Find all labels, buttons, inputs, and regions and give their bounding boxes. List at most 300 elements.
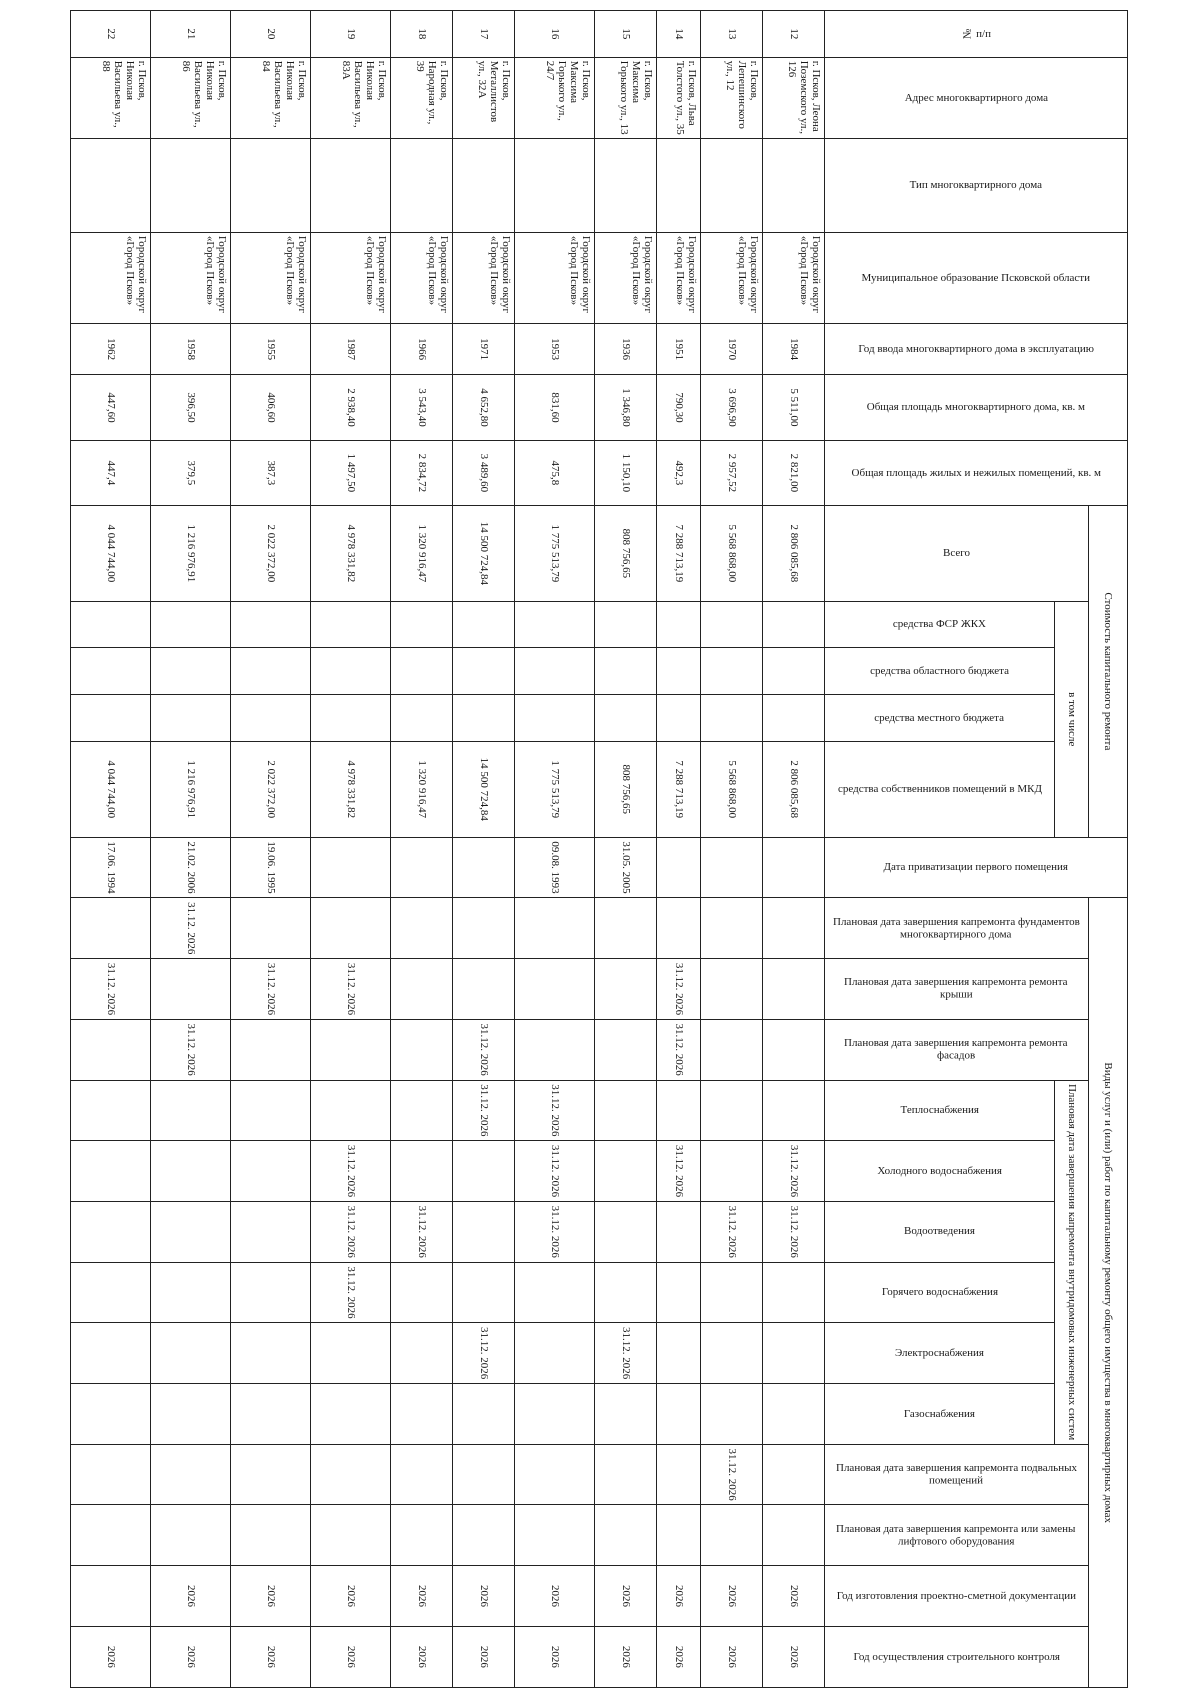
cell-year-built: 1987: [311, 323, 391, 374]
cell-facade: [231, 1019, 311, 1080]
header-owners-funds: средства собственников помещений в МКД: [825, 741, 1055, 837]
header-design-year: Год изготовления проектно-сметной документации: [825, 1566, 1089, 1627]
cell-privatization: [453, 837, 515, 898]
cell-basement: [595, 1444, 657, 1505]
cell-address: г. Псков, Николая Васильева ул., 86: [151, 57, 231, 139]
cell-regional-budget: [71, 648, 151, 695]
cell-gas: [595, 1384, 657, 1445]
header-lift: Плановая дата завершения капремонта или замены лифтового оборудования: [825, 1505, 1089, 1566]
cell-year-built: 1962: [71, 323, 151, 374]
cell-owners-funds: 808 756,65: [595, 741, 657, 837]
cell-design-year: 2026: [763, 1566, 825, 1627]
cell-roof: [701, 959, 763, 1020]
cell-total-area: 790,30: [657, 375, 701, 440]
header-basement: Плановая дата завершения капремонта подвальных помещений: [825, 1444, 1089, 1505]
cell-foundation: [453, 898, 515, 959]
table-row: [71, 11, 151, 1688]
header-num: № п/п: [825, 11, 1128, 58]
cell-privatization: 31.05. 2005: [595, 837, 657, 898]
cell-local-budget: [453, 695, 515, 742]
table-row: [151, 11, 231, 1688]
cell-num: 12: [763, 11, 825, 58]
cell-heat-supply: [71, 1080, 151, 1141]
cell-cold-water: [71, 1141, 151, 1202]
cell-basement: [763, 1444, 825, 1505]
header-roof: Плановая дата завершения капремонта ремонта крыши: [825, 959, 1089, 1020]
header-year-built: Год ввода многоквартирного дома в эксплуатацию: [825, 323, 1128, 374]
header-gas: Газоснабжения: [825, 1384, 1055, 1445]
header-foundation: Плановая дата завершения капремонта фундаментов многоквартирного дома: [825, 898, 1089, 959]
cell-design-year: 2026: [515, 1566, 595, 1627]
cell-local-budget: [657, 695, 701, 742]
cell-drainage: 31.12. 2026: [311, 1201, 391, 1262]
cell-heat-supply: [657, 1080, 701, 1141]
cell-electricity: 31.12. 2026: [453, 1323, 515, 1384]
cell-gas: [515, 1384, 595, 1445]
cell-house-type: [595, 139, 657, 232]
cell-premises-area: 3 489,60: [453, 440, 515, 505]
cell-year-built: 1984: [763, 323, 825, 374]
cell-num: 17: [453, 11, 515, 58]
cell-heat-supply: [701, 1080, 763, 1141]
cell-electricity: [657, 1323, 701, 1384]
cell-foundation: [231, 898, 311, 959]
cell-lift: [391, 1505, 453, 1566]
cell-owners-funds: 1 320 916,47: [391, 741, 453, 837]
cell-basement: [657, 1444, 701, 1505]
scanned-page: [70, 10, 1128, 1688]
cell-hot-water: [151, 1262, 231, 1323]
cell-premises-area: 475,8: [515, 440, 595, 505]
cell-cold-water: [701, 1141, 763, 1202]
cell-facade: [763, 1019, 825, 1080]
cell-fund: [657, 601, 701, 648]
cell-heat-supply: [231, 1080, 311, 1141]
cell-electricity: [231, 1323, 311, 1384]
cell-address: г. Псков, Льва Толстого ул., 35: [657, 57, 701, 139]
cell-fund: [391, 601, 453, 648]
cell-local-budget: [595, 695, 657, 742]
cell-cold-water: 31.12. 2026: [763, 1141, 825, 1202]
cell-gas: [763, 1384, 825, 1445]
cell-roof: 31.12. 2026: [657, 959, 701, 1020]
cell-total-area: 5 511,00: [763, 375, 825, 440]
cell-house-type: [515, 139, 595, 232]
cell-regional-budget: [701, 648, 763, 695]
cell-hot-water: [701, 1262, 763, 1323]
cell-house-type: [151, 139, 231, 232]
cell-hot-water: [657, 1262, 701, 1323]
cell-electricity: [701, 1323, 763, 1384]
cell-foundation: [657, 898, 701, 959]
cell-fund: [71, 601, 151, 648]
cell-cost-total: 5 568 868,00: [701, 506, 763, 602]
cell-municipality: Городской округ «Город Псков»: [595, 232, 657, 323]
cell-address: г. Псков, Николая Васильева ул., 88: [71, 57, 151, 139]
cell-roof: [763, 959, 825, 1020]
cell-regional-budget: [311, 648, 391, 695]
cell-address: г. Псков, Максима Горького ул., 13: [595, 57, 657, 139]
cell-roof: [453, 959, 515, 1020]
cell-cost-total: 808 756,65: [595, 506, 657, 602]
cell-local-budget: [71, 695, 151, 742]
cell-heat-supply: [595, 1080, 657, 1141]
header-fund: средства ФСР ЖКХ: [825, 601, 1055, 648]
cell-control-year: 2026: [391, 1626, 453, 1687]
cell-basement: 31.12. 2026: [701, 1444, 763, 1505]
cell-lift: [71, 1505, 151, 1566]
cell-municipality: Городской округ «Город Псков»: [763, 232, 825, 323]
header-facade: Плановая дата завершения капремонта ремонта фасадов: [825, 1019, 1089, 1080]
cell-foundation: [763, 898, 825, 959]
cell-hot-water: [231, 1262, 311, 1323]
cell-design-year: 2026: [453, 1566, 515, 1627]
cell-foundation: 31.12. 2026: [151, 898, 231, 959]
table-row: [391, 11, 453, 1688]
cell-local-budget: [391, 695, 453, 742]
header-local-budget: средства местного бюджета: [825, 695, 1055, 742]
cell-regional-budget: [595, 648, 657, 695]
cell-municipality: Городской округ «Город Псков»: [657, 232, 701, 323]
cell-drainage: [453, 1201, 515, 1262]
cell-regional-budget: [763, 648, 825, 695]
cell-lift: [231, 1505, 311, 1566]
cell-facade: [701, 1019, 763, 1080]
cell-premises-area: 2 957,52: [701, 440, 763, 505]
cell-electricity: [391, 1323, 453, 1384]
cell-lift: [595, 1505, 657, 1566]
cell-municipality: Городской округ «Город Псков»: [701, 232, 763, 323]
cell-municipality: Городской округ «Город Псков»: [453, 232, 515, 323]
cell-owners-funds: 4 044 744,00: [71, 741, 151, 837]
cell-owners-funds: 1 775 513,79: [515, 741, 595, 837]
cell-electricity: 31.12. 2026: [595, 1323, 657, 1384]
header-heat-supply: Теплоснабжения: [825, 1080, 1055, 1141]
cell-year-built: 1966: [391, 323, 453, 374]
cell-address: г. Псков, Леона Поземского ул., 126: [763, 57, 825, 139]
cell-control-year: 2026: [453, 1626, 515, 1687]
cell-heat-supply: 31.12. 2026: [515, 1080, 595, 1141]
cell-lift: [701, 1505, 763, 1566]
cell-year-built: 1970: [701, 323, 763, 374]
cell-heat-supply: 31.12. 2026: [453, 1080, 515, 1141]
cell-house-type: [657, 139, 701, 232]
cell-total-area: 831,60: [515, 375, 595, 440]
cell-electricity: [311, 1323, 391, 1384]
cell-address: г. Псков, Металлистов ул., 32А: [453, 57, 515, 139]
cell-lift: [151, 1505, 231, 1566]
cell-privatization: [701, 837, 763, 898]
cell-regional-budget: [231, 648, 311, 695]
cell-lift: [515, 1505, 595, 1566]
cell-drainage: [151, 1201, 231, 1262]
cell-privatization: 21.02. 2006: [151, 837, 231, 898]
header-engineering-group: Плановая дата завершения капремонта внутридомовых инженерных систем: [1055, 1080, 1089, 1444]
cell-premises-area: 2 821,00: [763, 440, 825, 505]
cell-facade: [515, 1019, 595, 1080]
cell-cold-water: [391, 1141, 453, 1202]
cell-foundation: [701, 898, 763, 959]
cell-electricity: [515, 1323, 595, 1384]
cell-house-type: [391, 139, 453, 232]
cell-lift: [763, 1505, 825, 1566]
cell-premises-area: 1 497,50: [311, 440, 391, 505]
cell-fund: [701, 601, 763, 648]
cell-owners-funds: 1 216 976,91: [151, 741, 231, 837]
cell-facade: 31.12. 2026: [453, 1019, 515, 1080]
cell-hot-water: [763, 1262, 825, 1323]
cell-total-area: 396,50: [151, 375, 231, 440]
header-including: в том числе: [1055, 601, 1089, 837]
cell-control-year: 2026: [151, 1626, 231, 1687]
cell-fund: [151, 601, 231, 648]
cell-facade: [391, 1019, 453, 1080]
cell-control-year: 2026: [701, 1626, 763, 1687]
cell-year-built: 1953: [515, 323, 595, 374]
cell-year-built: 1958: [151, 323, 231, 374]
cell-owners-funds: 2 022 372,00: [231, 741, 311, 837]
rotated-table-wrapper: [70, 10, 1128, 1688]
cell-owners-funds: 5 568 868,00: [701, 741, 763, 837]
cell-foundation: [391, 898, 453, 959]
header-privatization: Дата приватизации первого помещения: [825, 837, 1128, 898]
header-house-type: Тип многоквартирного дома: [825, 139, 1128, 232]
cell-gas: [657, 1384, 701, 1445]
cell-cold-water: [453, 1141, 515, 1202]
cell-local-budget: [311, 695, 391, 742]
cell-facade: 31.12. 2026: [151, 1019, 231, 1080]
cell-local-budget: [231, 695, 311, 742]
cell-heat-supply: [151, 1080, 231, 1141]
cell-num: 21: [151, 11, 231, 58]
cell-year-built: 1936: [595, 323, 657, 374]
cell-roof: 31.12. 2026: [231, 959, 311, 1020]
cell-foundation: [515, 898, 595, 959]
header-cost-total: Всего: [825, 506, 1089, 602]
table-row: [657, 11, 701, 1688]
cell-design-year: 2026: [151, 1566, 231, 1627]
cell-basement: [231, 1444, 311, 1505]
header-hot-water: Горячего водоснабжения: [825, 1262, 1055, 1323]
header-works-group: Виды услуг и (или) работ по капитальному ремонту общего имущества в многоквартирных домах: [1089, 898, 1128, 1688]
cell-total-area: 2 938,40: [311, 375, 391, 440]
cell-house-type: [701, 139, 763, 232]
cell-roof: [595, 959, 657, 1020]
cell-gas: [701, 1384, 763, 1445]
cell-cost-total: 4 978 331,82: [311, 506, 391, 602]
cell-basement: [515, 1444, 595, 1505]
cell-control-year: 2026: [595, 1626, 657, 1687]
cell-num: 20: [231, 11, 311, 58]
cell-cold-water: [595, 1141, 657, 1202]
cell-gas: [151, 1384, 231, 1445]
cell-municipality: Городской округ «Город Псков»: [231, 232, 311, 323]
cell-total-area: 1 346,80: [595, 375, 657, 440]
cell-facade: 31.12. 2026: [657, 1019, 701, 1080]
cell-design-year: 2026: [595, 1566, 657, 1627]
cell-lift: [453, 1505, 515, 1566]
cell-roof: [391, 959, 453, 1020]
cell-house-type: [71, 139, 151, 232]
cell-local-budget: [701, 695, 763, 742]
cell-cost-total: 4 044 744,00: [71, 506, 151, 602]
cell-owners-funds: 4 978 331,82: [311, 741, 391, 837]
cell-gas: [391, 1384, 453, 1445]
cell-design-year: 2026: [701, 1566, 763, 1627]
cell-total-area: 3 543,40: [391, 375, 453, 440]
table-row: [453, 11, 515, 1688]
cell-num: 19: [311, 11, 391, 58]
cell-total-area: 406,60: [231, 375, 311, 440]
cell-design-year: 2026: [311, 1566, 391, 1627]
cell-fund: [311, 601, 391, 648]
cell-num: 22: [71, 11, 151, 58]
cell-municipality: Городской округ «Город Псков»: [71, 232, 151, 323]
cell-address: г. Псков, Николая Васильева ул., 84: [231, 57, 311, 139]
header-drainage: Водоотведения: [825, 1201, 1055, 1262]
cell-fund: [595, 601, 657, 648]
cell-control-year: 2026: [311, 1626, 391, 1687]
cell-control-year: 2026: [763, 1626, 825, 1687]
cell-basement: [453, 1444, 515, 1505]
cell-num: 16: [515, 11, 595, 58]
cell-drainage: [657, 1201, 701, 1262]
cell-gas: [453, 1384, 515, 1445]
cell-basement: [391, 1444, 453, 1505]
header-electricity: Электроснабжения: [825, 1323, 1055, 1384]
cell-cold-water: 31.12. 2026: [515, 1141, 595, 1202]
cell-premises-area: 387,3: [231, 440, 311, 505]
cell-roof: 31.12. 2026: [71, 959, 151, 1020]
cell-drainage: [71, 1201, 151, 1262]
table-row: [701, 11, 763, 1688]
cell-hot-water: [391, 1262, 453, 1323]
cell-hot-water: [515, 1262, 595, 1323]
cell-drainage: [595, 1201, 657, 1262]
header-premises-area: Общая площадь жилых и нежилых помещений, кв. м: [825, 440, 1128, 505]
cell-privatization: [763, 837, 825, 898]
header-regional-budget: средства областного бюджета: [825, 648, 1055, 695]
cell-num: 13: [701, 11, 763, 58]
cell-address: г. Псков, Николая Васильева ул., 83А: [311, 57, 391, 139]
cell-roof: [515, 959, 595, 1020]
cell-regional-budget: [151, 648, 231, 695]
cell-year-built: 1951: [657, 323, 701, 374]
cell-hot-water: [595, 1262, 657, 1323]
table-row: [763, 11, 825, 1688]
cell-cost-total: 2 022 372,00: [231, 506, 311, 602]
cell-total-area: 447,60: [71, 375, 151, 440]
cell-cold-water: 31.12. 2026: [311, 1141, 391, 1202]
cell-cost-total: 1 216 976,91: [151, 506, 231, 602]
cell-heat-supply: [763, 1080, 825, 1141]
cell-premises-area: 1 150,10: [595, 440, 657, 505]
header-control-year: Год осуществления строительного контроля: [825, 1626, 1089, 1687]
cell-basement: [311, 1444, 391, 1505]
table-row: [595, 11, 657, 1688]
cell-cold-water: 31.12. 2026: [657, 1141, 701, 1202]
table-row: [311, 11, 391, 1688]
cell-owners-funds: 14 500 724,84: [453, 741, 515, 837]
cell-total-area: 4 652,80: [453, 375, 515, 440]
cell-local-budget: [515, 695, 595, 742]
cell-year-built: 1971: [453, 323, 515, 374]
cell-foundation: [311, 898, 391, 959]
cell-facade: [311, 1019, 391, 1080]
cell-cost-total: 7 288 713,19: [657, 506, 701, 602]
cell-electricity: [151, 1323, 231, 1384]
cell-basement: [71, 1444, 151, 1505]
cell-owners-funds: 2 806 085,68: [763, 741, 825, 837]
cell-cold-water: [231, 1141, 311, 1202]
cell-hot-water: [453, 1262, 515, 1323]
cell-address: г. Псков, Максима Горького ул., 24/7: [515, 57, 595, 139]
header-municipality: Муниципальное образование Псковской области: [825, 232, 1128, 323]
cell-design-year: 2026: [657, 1566, 701, 1627]
cell-design-year: 2026: [231, 1566, 311, 1627]
cell-control-year: 2026: [657, 1626, 701, 1687]
cell-basement: [151, 1444, 231, 1505]
cell-privatization: [657, 837, 701, 898]
table-row: [515, 11, 595, 1688]
cell-address: г. Псков, Народная ул., 39: [391, 57, 453, 139]
cell-fund: [763, 601, 825, 648]
cell-house-type: [311, 139, 391, 232]
header-cold-water: Холодного водоснабжения: [825, 1141, 1055, 1202]
cell-control-year: 2026: [231, 1626, 311, 1687]
cell-regional-budget: [453, 648, 515, 695]
cell-num: 14: [657, 11, 701, 58]
cell-regional-budget: [657, 648, 701, 695]
cell-drainage: 31.12. 2026: [763, 1201, 825, 1262]
capital-repair-table: [70, 10, 1128, 1688]
cell-house-type: [453, 139, 515, 232]
cell-municipality: Городской округ «Город Псков»: [311, 232, 391, 323]
cell-cost-total: 1 320 916,47: [391, 506, 453, 602]
cell-privatization: 09.08. 1993: [515, 837, 595, 898]
cell-municipality: Городской округ «Город Псков»: [151, 232, 231, 323]
cell-drainage: 31.12. 2026: [701, 1201, 763, 1262]
cell-foundation: [71, 898, 151, 959]
cell-heat-supply: [311, 1080, 391, 1141]
cell-cost-total: 14 500 724,84: [453, 506, 515, 602]
cell-num: 18: [391, 11, 453, 58]
cell-fund: [515, 601, 595, 648]
cell-local-budget: [763, 695, 825, 742]
header-address: Адрес многоквартирного дома: [825, 57, 1128, 139]
cell-drainage: [231, 1201, 311, 1262]
cell-address: г. Псков, Лепешинского ул., 12: [701, 57, 763, 139]
cell-roof: 31.12. 2026: [311, 959, 391, 1020]
cell-hot-water: [71, 1262, 151, 1323]
cell-total-area: 3 696,90: [701, 375, 763, 440]
cell-owners-funds: 7 288 713,19: [657, 741, 701, 837]
cell-gas: [231, 1384, 311, 1445]
cell-cost-total: 1 775 513,79: [515, 506, 595, 602]
cell-regional-budget: [515, 648, 595, 695]
cell-gas: [311, 1384, 391, 1445]
cell-facade: [71, 1019, 151, 1080]
cell-house-type: [763, 139, 825, 232]
cell-premises-area: 379,5: [151, 440, 231, 505]
cell-fund: [453, 601, 515, 648]
cell-design-year: 2026: [391, 1566, 453, 1627]
cell-heat-supply: [391, 1080, 453, 1141]
cell-electricity: [71, 1323, 151, 1384]
cell-year-built: 1955: [231, 323, 311, 374]
cell-design-year: [71, 1566, 151, 1627]
cell-foundation: [595, 898, 657, 959]
